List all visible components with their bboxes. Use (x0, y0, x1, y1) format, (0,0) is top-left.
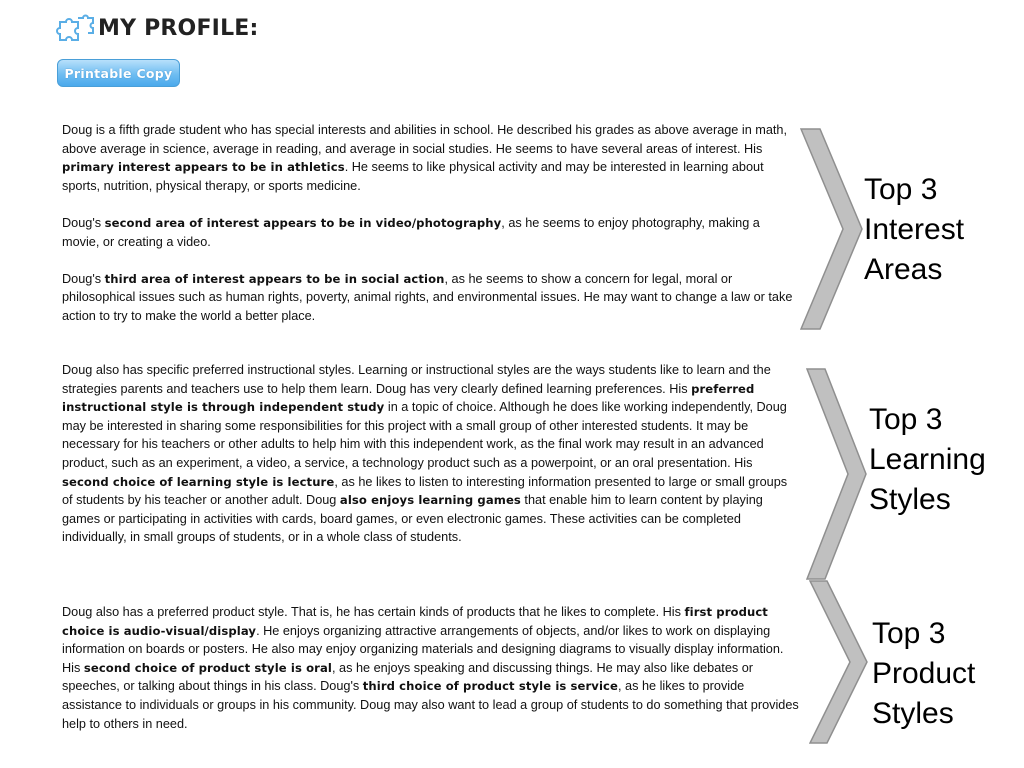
interest-areas-text (62, 121, 800, 326)
body-text: Doug's (62, 271, 105, 286)
paragraph (62, 361, 800, 547)
learning-styles-text (62, 361, 800, 547)
body-text: . He seems to like physical activity and may be interested in learning about sports, nutrition, physical therapy, or sports medicine. (62, 160, 764, 193)
puzzle-piece-icon (56, 13, 96, 43)
body-text: , as he seems to enjoy photography, making a movie, or creating a video. (62, 215, 760, 249)
chevron-arrow-icon (800, 128, 864, 330)
highlight-text: second choice of product style is oral (83, 660, 332, 675)
paragraph (62, 214, 800, 251)
highlight-text: first product choice is audio-visual/display (62, 605, 768, 638)
profile-header (56, 10, 259, 46)
product-styles-label: Top 3 Product Styles (872, 617, 976, 730)
body-text: in a topic of choice. Although he does like working independently, Doug may be interested in sharing some responsibilities for this project with a small group of other interested students. It may be necessary for his teachers or other adults to help him with this independent work, as the final work may result in an advanced product, such as an experiment, a video, a service, a technology product such as a powerpoint, or an oral presentation. His (62, 400, 787, 470)
highlight-text: third choice of product style is service (362, 679, 618, 694)
body-text: Doug's (62, 215, 105, 230)
learning-styles-label: Top 3 Learning Styles (869, 403, 986, 516)
highlight-text: primary interest appears to be in athletics (62, 160, 345, 175)
highlight-text: second choice of learning style is lecture (62, 474, 335, 489)
body-text: , as he likes to provide assistance to individuals or groups in his community. Doug may also want to lead a group of students to do something that provides help to others in need. (62, 679, 799, 731)
highlight-text: third area of interest appears to be in social action (104, 271, 445, 286)
paragraph (62, 270, 800, 326)
body-text: Doug is a fifth grade student who has special interests and abilities in school. He described his grades as above average in math, above average in science, average in reading, and average in social studies. He seems to have several areas of interest. His (62, 123, 788, 156)
body-text: Doug also has specific preferred instructional styles. Learning or instructional styles are the ways students like to learn and the strategies parents and teachers use to help them learn. Doug has very clearly defined learning preferences. His (62, 363, 771, 396)
body-text: , as he likes to listen to interesting information presented to large or small groups of students by his teacher or another adult. Doug (62, 474, 788, 508)
highlight-text: preferred instructional style is through independent study (62, 381, 755, 415)
printable-copy-button[interactable]: Printable Copy (57, 59, 180, 87)
highlight-text: also enjoys learning games (339, 493, 521, 508)
body-text: , as he enjoys speaking and discussing things. He may also like debates or speeches, or talking about things in his class. Doug's (62, 660, 754, 694)
body-text: Doug also has a preferred product style. That is, he has certain kinds of products that he likes to complete. His (62, 605, 685, 619)
body-text: . He enjoys organizing attractive arrangements of objects, and/or likes to work on displaying information on boards or posters. He also may enjoy organizing materials and designing diagrams to visually display information. His (62, 623, 784, 675)
body-text: that enable him to learn content by playing games or participating in activities with cards, board games, or even electronic games. These activities can be completed individually, in small groups of students, or in a whole class of students. (62, 493, 763, 545)
paragraph (62, 121, 800, 195)
product-styles-text (62, 603, 800, 733)
highlight-text: second area of interest appears to be in video/photography (104, 215, 502, 230)
chevron-arrow-icon (806, 368, 868, 580)
paragraph (62, 603, 800, 733)
interest-areas-label: Top 3 Interest Areas (864, 173, 965, 286)
page-title: MY PROFILE: (98, 15, 259, 41)
chevron-arrow-icon (809, 580, 869, 744)
body-text: , as he seems to show a concern for legal, moral or philosophical issues such as human rights, poverty, animal rights, and environmental issues. He may want to change a law or take action to try to make the world a better place. (62, 271, 793, 323)
